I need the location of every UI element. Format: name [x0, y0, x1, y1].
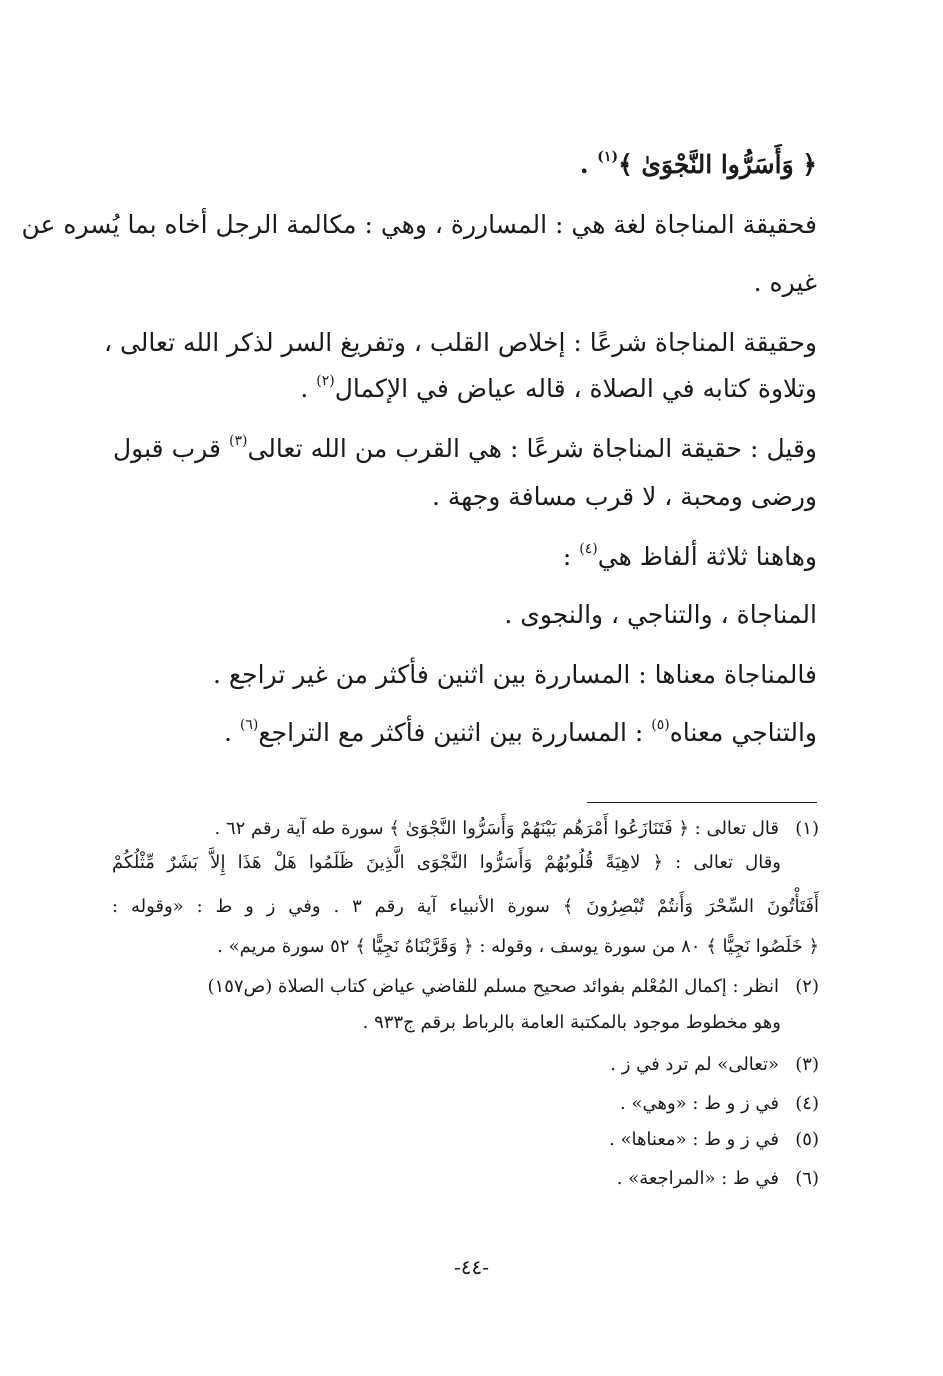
footnote-2	[208, 974, 820, 1000]
footnote-6	[617, 1166, 819, 1192]
footnote-number: (٤)	[795, 1093, 819, 1114]
body-line-11	[224, 716, 817, 750]
body-line-10: فالمناجاة معناها : المساررة بين اثنين فأكثر من غير تراجع .	[212, 660, 817, 689]
body-line-6	[113, 432, 817, 466]
body-text: والتناجي معناه	[669, 718, 817, 747]
footnote-5	[609, 1127, 819, 1153]
punctuation: .	[300, 374, 317, 403]
body-line-3: غيره .	[753, 268, 817, 297]
footnote-marker-3: (٣)	[228, 433, 248, 449]
footnote-marker-4: (٤)	[579, 541, 598, 557]
body-text: : المساررة بين اثنين فأكثر مع التراجع	[258, 718, 652, 747]
footnote-text: في ز و ط : «معناها» .	[609, 1129, 779, 1150]
body-text: وهاهنا ثلاثة ألفاظ هي	[597, 542, 817, 571]
body-line-5	[300, 372, 817, 406]
footnote-text: قال تعالى : ﴿ فَتَنَازَعُوا أَمْرَهُم بَيْنَهُمْ وَأَسَرُّوا النَّجْوَىٰ ﴾ سورة طه آية رقم ٦٢ .	[214, 818, 779, 839]
quran-verse: ﴿ وَأَسَرُّوا النَّجْوَىٰ ﴾	[618, 150, 817, 179]
footnote-number: (٣)	[795, 1054, 819, 1075]
body-line-2: فحقيقة المناجاة لغة هي : المساررة ، وهي : مكالمة الرجل أخاه بما يُسره عن	[21, 210, 817, 239]
footnote-number: (٥)	[795, 1129, 819, 1150]
footnote-marker-2: (٢)	[316, 373, 335, 389]
footnote-marker-5: (٥)	[651, 717, 670, 733]
footnote-3	[610, 1052, 819, 1078]
footnote-number: (٦)	[795, 1168, 819, 1189]
punctuation: .	[223, 718, 240, 747]
footnote-number: (٢)	[795, 976, 819, 997]
footnote-4	[620, 1091, 819, 1117]
body-text: وقيل : حقيقة المناجاة شرعًا : هي القرب من الله تعالى	[247, 434, 817, 463]
body-line-7: ورضى ومحبة ، لا قرب مسافة وجهة .	[431, 482, 817, 511]
footnote-text: انظر : إكمال المُعْلم بفوائد صحيح مسلم للقاضي عياض كتاب الصلاة (ص١٥٧)	[207, 976, 779, 997]
punctuation: :	[562, 542, 580, 571]
footnote-marker-6: (٦)	[239, 717, 259, 733]
footnote-number: (١)	[795, 818, 819, 839]
footnote-1	[214, 816, 819, 842]
footnote-text: في ز و ط : «وهي» .	[620, 1093, 779, 1114]
footnote-separator	[587, 802, 817, 803]
footnote-1-line-3: أَفَتَأْتُونَ السِّحْرَ وَأَنتُمْ تُبْصِرُونَ ﴾ سورة الأنبياء آية رقم ٣ . وفي ز و ط : «وقوله :	[112, 896, 819, 917]
quran-verse-line	[580, 148, 817, 182]
footnote-marker-1: (١)	[597, 149, 619, 165]
footnote-1-line-2: وقال تعالى : ﴿ لاهِيَةً قُلُوبُهُمْ وَأَسَرُّوا النَّجْوَى الَّذِينَ ظَلَمُوا هَلْ هَذَا إِلاَّ بَشَرٌ مِّثْلُكُمْ	[112, 852, 781, 873]
body-text: قرب قبول	[113, 434, 229, 463]
page-number: -٤٤-	[453, 1255, 489, 1279]
footnote-text: «تعالى» لم ترد في ز .	[610, 1054, 779, 1075]
footnote-text: في ط : «المراجعة» .	[616, 1168, 779, 1189]
body-line-9: المناجاة ، والتناجي ، والنجوى .	[504, 600, 817, 629]
body-line-4: وحقيقة المناجاة شرعًا : إخلاص القلب ، وتفريغ السر لذكر الله تعالى ،	[103, 328, 817, 357]
punctuation: .	[579, 150, 598, 179]
footnote-2-line-2: وهو مخطوط موجود بالمكتبة العامة بالرباط برقم ج٩٣٣ .	[362, 1012, 781, 1033]
body-line-8	[563, 540, 817, 574]
footnote-1-line-4: ﴿ خَلَصُوا نَجِيًّا ﴾ ٨٠ من سورة يوسف ، وقوله : ﴿ وَقَرَّبْنَاهُ نَجِيًّا ﴾ ٥٢ سورة مريم» .	[217, 936, 819, 957]
body-text: وتلاوة كتابه في الصلاة ، قاله عياض في الإكمال	[334, 374, 817, 403]
